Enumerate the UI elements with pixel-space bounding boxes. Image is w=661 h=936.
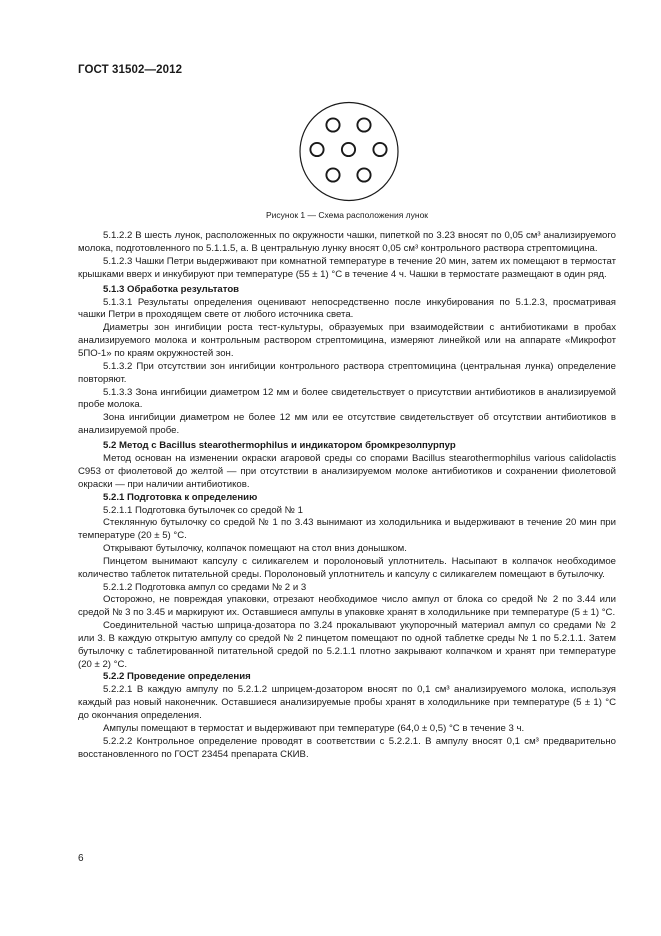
paragraph: Открывают бутылочку, колпачок помещают на стол вниз донышком.	[103, 543, 407, 555]
section-heading: 5.2.2 Проведение определения	[103, 671, 251, 683]
paragraph: Диаметры зон ингибиции роста тест-культуры, образуемых при взаимодействии с антибиотиками в пробах анализируемого молока и контрольным раствором стрептомицина, измеряют линейкой или на аппарате «Микрофот 5ПО-1» по краям окружностей зон.	[78, 322, 616, 359]
paragraph: Соединительной частью шприца-дозатора по 3.24 прокалывают укупорочный материал ампул со средами № 2 или 3. В каждую открытую ампулу со средой № 2 пинцетом помещают по одной таблетке среды № 1 по 5.2.1.1. Затем бутылочку с таблетированной питательной средой по 5.2.1.1 плотно закрывают колпачком и хранят при температуре (20 ± 2) °С.	[78, 620, 616, 670]
well-middle-left	[310, 143, 323, 156]
paragraph: Зона ингибиции диаметром не более 12 мм или ее отсутствие свидетельствует об отсутствии антибиотиков в анализируемой пробе.	[78, 412, 616, 437]
well-top-left	[326, 118, 339, 131]
section-heading: 5.2.1 Подготовка к определению	[103, 491, 258, 503]
paragraph: Ампулы помещают в термостат и выдерживают при температуре (64,0 ± 0,5) °С в течение 3 ч.	[103, 722, 525, 734]
petri-dish-outline	[300, 103, 398, 201]
section-heading: 5.1.3 Обработка результатов	[103, 283, 240, 295]
page-number: 6	[78, 853, 84, 864]
well-bottom-right	[357, 168, 370, 181]
section-heading: 5.2 Метод с Bacillus stearothermophilus и индикатором бромкрезолпурпур	[103, 440, 456, 452]
document-header: ГОСТ 31502—2012	[78, 64, 183, 76]
paragraph: Метод основан на изменении окраски агаровой среды со спорами Bacillus stearothermophilus various calidolactis С953 от фиолетовой до желтой — при отсутствии в анализируемом молоке антибиотиков и сохранении фиолетовой окраски — при наличии антибиотиков.	[78, 453, 616, 490]
paragraph: Осторожно, не повреждая упаковки, отрезают необходимое число ампул от блока со средой № 2 по 3.44 или средой № 3 по 3.45 и маркируют их. Оставшиеся ампулы в упаковке хранят в холодильнике при температуре (5 ± 1) °С.	[78, 594, 616, 619]
paragraph: 5.1.3.1 Результаты определения оценивают непосредственно после инкубирования по 5.1.2.3, просматривая чашки Петри в проходящем свете от любого источника света.	[78, 296, 616, 321]
paragraph: 5.1.2.3 Чашки Петри выдерживают при комнатной температуре в течение 20 мин, затем их помещают в термостат крышками вверх и инкубируют при температуре (55 ± 1) °С в течение 4 ч. Чашки в термостате размещают в один ряд.	[78, 255, 616, 280]
paragraph: 5.2.2.2 Контрольное определение проводят в соответствии с 5.2.2.1. В ампулу вносят 0,1 см³ предварительно восстановленного по ГОСТ 23454 препарата СКИВ.	[78, 735, 616, 760]
paragraph: Пинцетом вынимают капсулу с силикагелем и поролоновый уплотнитель. Насыпают в колпачок необходимое количество таблеток питательной среды. Поролоновый уплотнитель и капсулу с силикагелем помещают в бутылочку.	[78, 555, 616, 580]
well-top-right	[357, 118, 370, 131]
petri-dish-diagram	[293, 101, 405, 202]
paragraph: 5.1.2.2 В шесть лунок, расположенных по окружности чашки, пипеткой по 3.23 вносят по 0,05 см³ анализируемого молока, подготовленного по 5.1.1.5, а. В центральную лунку вносят 0,05 см³ контрольного раствора стрептомицина.	[78, 230, 616, 254]
paragraph: 5.2.2.1 В каждую ампулу по 5.2.1.2 шприцем-дозатором вносят по 0,1 см³ анализируемого молока, используя каждый раз новый наконечник. Оставшиеся анализируемые пробы хранят в холодильнике при температуре (5 ± 1) °С до окончания определения.	[78, 684, 616, 721]
figure-caption: Рисунок 1 — Схема расположения лунок	[265, 210, 429, 220]
well-center	[342, 143, 355, 156]
paragraph: 5.2.1.2 Подготовка ампул со средами № 2 и 3	[103, 581, 307, 593]
well-middle-right	[373, 143, 386, 156]
paragraph: Стеклянную бутылочку со средой № 1 по 3.43 вынимают из холодильника и выдерживают в течение 20 мин при температуре (20 ± 5) °С.	[78, 517, 616, 542]
paragraph: 5.1.3.2 При отсутствии зон ингибиции контрольного раствора стрептомицина (центральная лунка) определение повторяют.	[78, 360, 616, 385]
paragraph: 5.1.3.3 Зона ингибиции диаметром 12 мм и более свидетельствует о присутствии антибиотиков в анализируемой пробе молока.	[78, 386, 616, 411]
paragraph: 5.2.1.1 Подготовка бутылочек со средой № 1	[103, 504, 303, 516]
well-bottom-left	[326, 168, 339, 181]
document-body	[78, 230, 616, 761]
